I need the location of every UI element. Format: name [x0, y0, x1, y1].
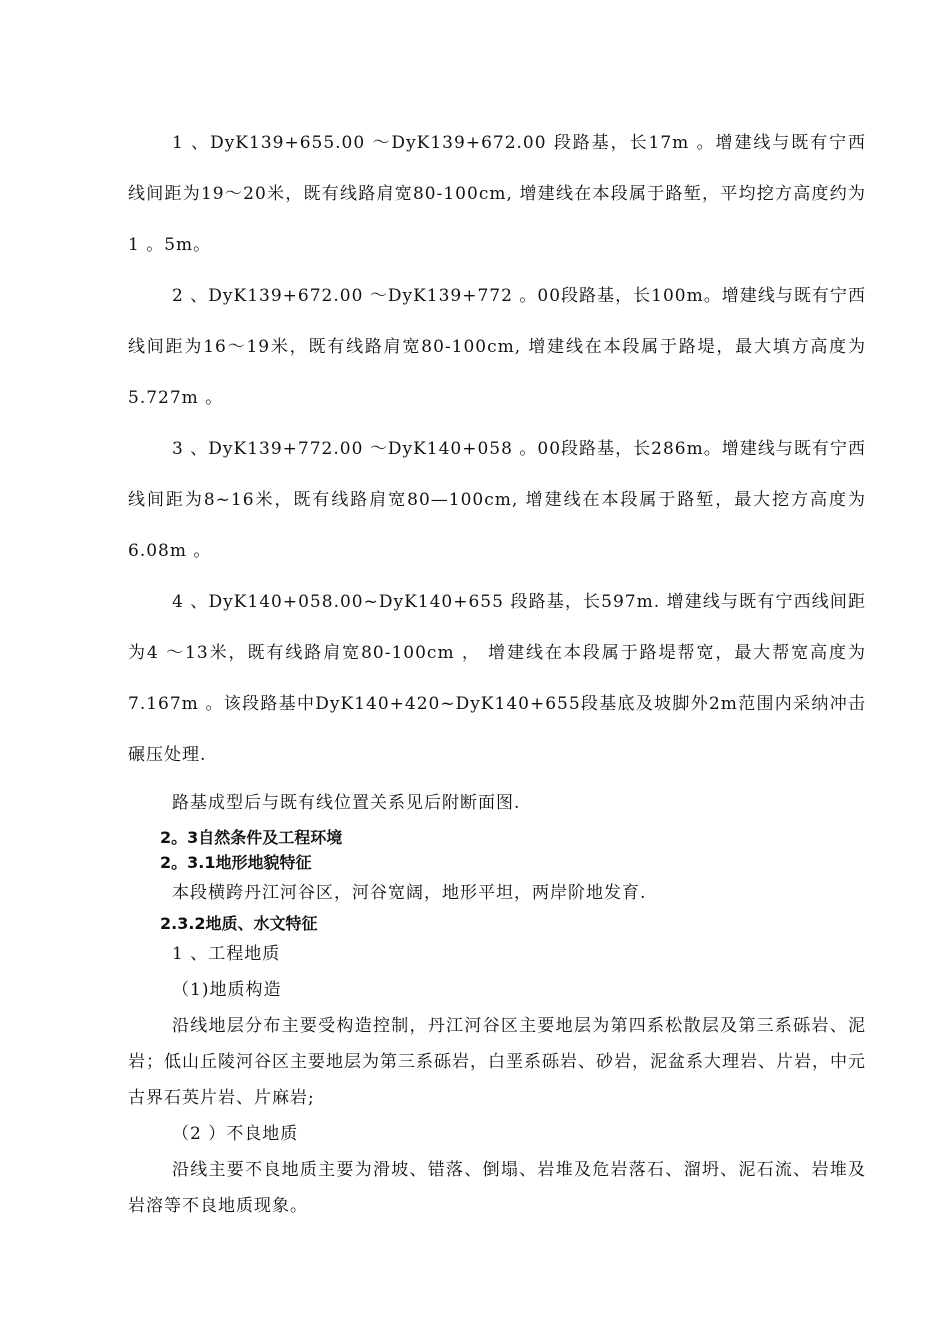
segment-paragraph-1: 1 、DyK139+655.00 ～DyK139+672.00 段路基，长17m 。增建线与既有宁西线间距为19～20米，既有线路肩宽80-100cm, 增建线在本段属于路堑，平均挖方高度约为1 。5m。 — [128, 133, 866, 255]
geologic-structure-text: 沿线地层分布主要受构造控制，丹江河谷区主要地层为第四系松散层及第三系砾岩、泥岩；低山丘陵河谷区主要地层为第三系砾岩，白垩系砾岩、砂岩，泥盆系大理岩、片岩，中元古界石英片岩、片麻岩; — [128, 1016, 866, 1108]
segment-paragraph-3: 3 、DyK139+772.00 ～DyK140+058 。00段路基，长286m。增建线与既有宁西线间距为8~16米，既有线路肩宽80—100cm, 增建线在本段属于路堑，最大挖方高度为6.08m 。 — [128, 439, 866, 561]
item-engineering-geology: 1 、工程地质 — [172, 944, 281, 964]
segment-paragraph-2: 2 、DyK139+672.00 ～DyK139+772 。00段路基，长100m。增建线与既有宁西线间距为16～19米，既有线路肩宽80-100cm, 增建线在本段属于路堤，最大填方高度为5.727m 。 — [128, 286, 866, 408]
section-heading-2-3-2: 2.3.2地质、水文特征 — [160, 914, 318, 933]
relation-note: 路基成型后与既有线位置关系见后附断面图. — [172, 793, 521, 813]
section-heading-2-3: 2。3自然条件及工程环境 — [160, 828, 343, 847]
terrain-text: 本段横跨丹江河谷区，河谷宽阔，地形平坦，两岸阶地发育. — [172, 883, 647, 903]
segment-paragraph-4: 4 、DyK140+058.00~DyK140+655 段路基，长597m. 增建线与既有宁西线间距为4 ～13米，既有线路肩宽80-100cm ， 增建线在本段属于路堤帮宽，最大帮宽高度为7.167m 。该段路基中DyK140+420~DyK140+655段基底及坡脚外2m范围内采纳冲击碾压处理. — [128, 592, 866, 765]
adverse-geology-text: 沿线主要不良地质主要为滑坡、错落、倒塌、岩堆及危岩落石、溜坍、泥石流、岩堆及岩溶等不良地质现象。 — [128, 1160, 866, 1216]
document-page — [128, 118, 866, 1224]
item-adverse-geology: （2 ）不良地质 — [172, 1124, 299, 1144]
item-geologic-structure: （1)地质构造 — [172, 980, 282, 1000]
section-heading-2-3-1: 2。3.1地形地貌特征 — [160, 853, 312, 872]
